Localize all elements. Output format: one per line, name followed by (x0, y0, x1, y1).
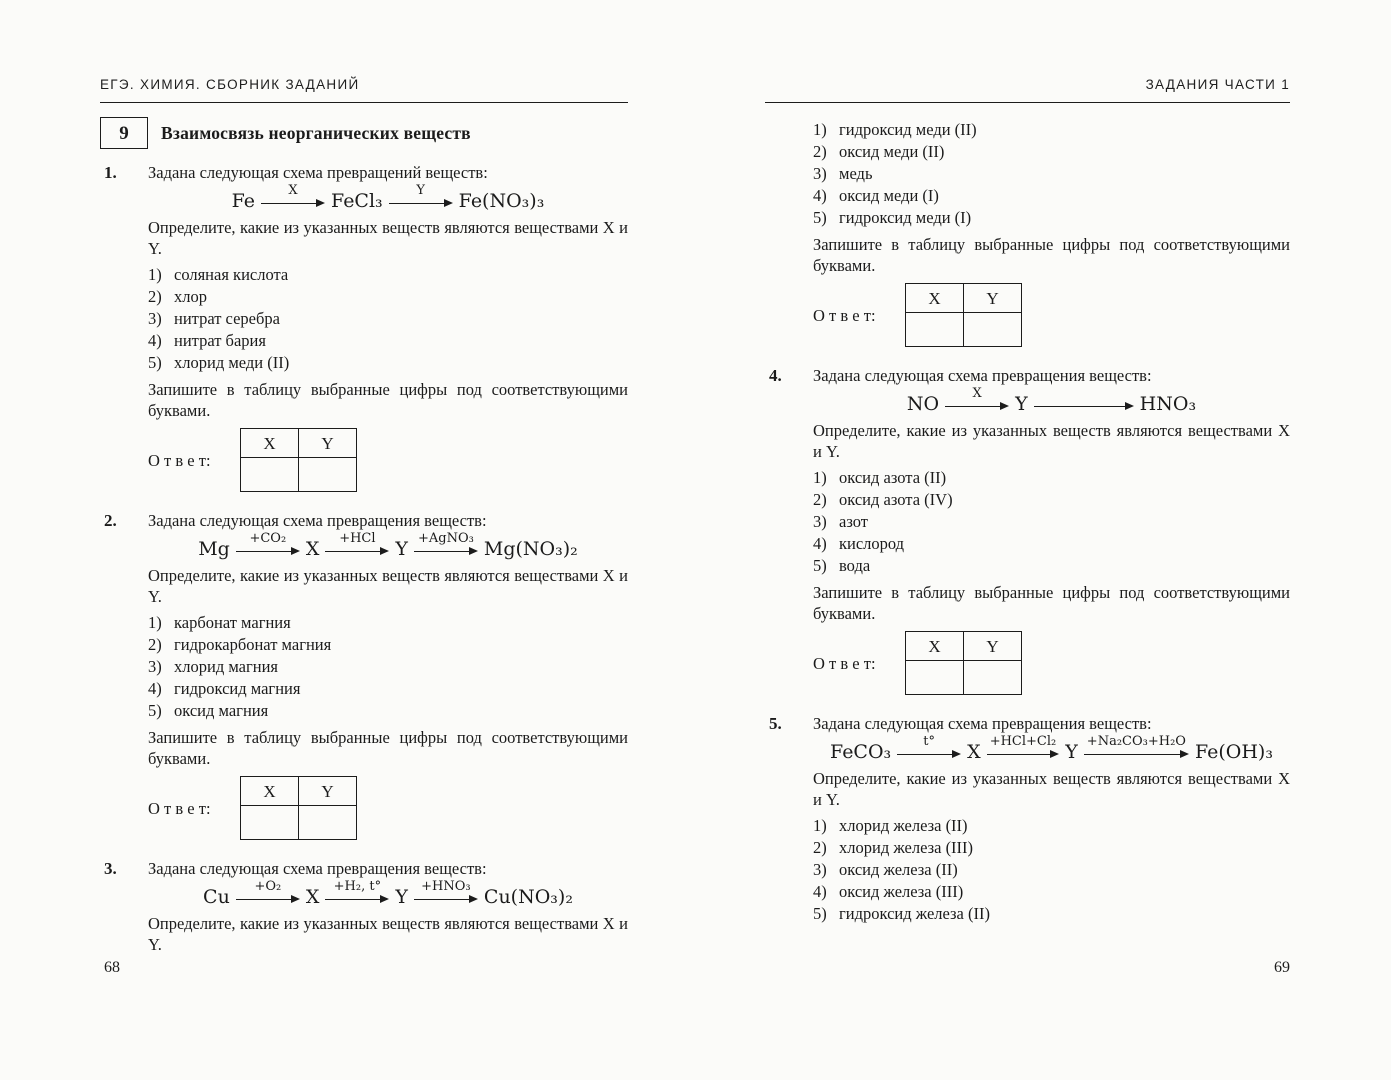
option-text: хлорид меди (II) (174, 353, 290, 372)
section-title: Взаимосвязь неорганических веществ (161, 122, 471, 143)
scheme-term: NO (906, 392, 940, 415)
arrow-label: +CO₂ (249, 531, 287, 546)
answer-label: О т в е т: (813, 653, 876, 673)
option-text: нитрат серебра (174, 309, 280, 328)
option-number: 3) (813, 860, 827, 879)
left-head-rule (100, 102, 628, 103)
reaction-arrow (325, 880, 389, 904)
task-2-intro: Задана следующая схема превращения веществ: (148, 511, 487, 530)
option-text: хлорид магния (174, 657, 279, 676)
scheme-term: X (967, 740, 981, 763)
arrow-label: +H₂, t° (333, 879, 382, 894)
option-text: хлорид железа (III) (839, 838, 974, 857)
left-running-head: ЕГЭ. ХИМИЯ. СБОРНИК ЗАДАНИЙ (100, 77, 360, 92)
option-number: 3) (148, 657, 162, 676)
scheme-term: Y (395, 537, 408, 560)
arrow-label: +HCl (339, 531, 376, 546)
option-number: 3) (813, 512, 827, 531)
option-text: оксид железа (III) (839, 882, 964, 901)
option (148, 352, 628, 373)
option-number: 1) (813, 816, 827, 835)
option-text: медь (839, 164, 873, 183)
option-number: 2) (813, 490, 827, 509)
option-text: гидроксид магния (174, 679, 301, 698)
right-running-head: ЗАДАНИЯ ЧАСТИ 1 (1145, 77, 1290, 92)
arrow-shaft-icon (325, 895, 389, 904)
option-text: оксид меди (II) (839, 142, 945, 161)
option-number: 1) (148, 265, 162, 284)
task-1-reaction-scheme (148, 183, 628, 213)
option-text: нитрат бария (174, 331, 266, 350)
arrow-shaft-icon (236, 895, 300, 904)
task-3-intro: Задана следующая схема превращения веществ: (148, 859, 487, 878)
section-header (100, 117, 628, 149)
option (148, 678, 628, 699)
answer-col-y: Y (299, 777, 357, 806)
answer-cell-y (299, 458, 357, 492)
scheme-term: Y (1065, 740, 1078, 763)
option (813, 837, 1290, 858)
option (813, 815, 1290, 836)
section-number-badge: 9 (100, 117, 148, 149)
scheme-term: Y (395, 885, 408, 908)
option (813, 185, 1290, 206)
left-page (100, 66, 628, 978)
task-2-options (148, 612, 628, 721)
answer-col-y: Y (964, 284, 1022, 313)
task-5-body (813, 713, 1290, 924)
answer-col-x: X (241, 777, 299, 806)
scheme-term: Mg (198, 537, 230, 560)
task-3-note: Запишите в таблицу выбранные цифры под соответствующими буквами. (813, 235, 1290, 275)
answer-col-x: X (906, 284, 964, 313)
scheme-term: FeCl₃ (331, 189, 383, 212)
option-number: 3) (813, 164, 827, 183)
reaction-arrow (414, 532, 478, 556)
reaction-arrow (389, 184, 453, 208)
task-4-intro: Задана следующая схема превращения веществ: (813, 366, 1152, 385)
option-text: кислород (839, 534, 905, 553)
option-text: гидрокарбонат магния (174, 635, 332, 654)
option-number: 4) (148, 331, 162, 350)
reaction-arrow (414, 880, 478, 904)
option-text: оксид меди (I) (839, 186, 939, 205)
option (813, 903, 1290, 924)
option-number: 5) (813, 208, 827, 227)
option-number: 2) (813, 838, 827, 857)
arrow-shaft-icon (1084, 750, 1189, 759)
option-text: оксид железа (II) (839, 860, 958, 879)
option-number: 2) (148, 287, 162, 306)
task-1-body (148, 162, 628, 492)
option-number: 1) (148, 613, 162, 632)
right-page (765, 66, 1290, 978)
scheme-term: Cu(NO₃)₂ (483, 885, 573, 908)
option-text: карбонат магния (174, 613, 291, 632)
option (148, 264, 628, 285)
task-5 (765, 713, 1290, 924)
scheme-term: Mg(NO₃)₂ (483, 537, 578, 560)
scheme-term: X (305, 885, 320, 908)
arrow-shaft-icon (414, 547, 478, 556)
option-text: оксид магния (174, 701, 269, 720)
arrow-label: t° (923, 734, 936, 749)
arrow-label: +Na₂CO₃+H₂O (1086, 734, 1186, 749)
option-number: 2) (813, 142, 827, 161)
task-3 (100, 858, 628, 955)
option-text: оксид азота (IV) (839, 490, 953, 509)
option (813, 207, 1290, 228)
option (148, 308, 628, 329)
task-5-intro: Задана следующая схема превращения веществ: (813, 714, 1152, 733)
task-3-body (148, 858, 628, 955)
task-2-number: 2. (104, 511, 117, 530)
right-page-number: 69 (1274, 959, 1290, 976)
task-2 (100, 510, 628, 840)
option-number: 3) (148, 309, 162, 328)
option-number: 1) (813, 468, 827, 487)
task-1-options (148, 264, 628, 373)
reaction-arrow (1034, 387, 1134, 411)
option (813, 555, 1290, 576)
answer-table (905, 631, 1022, 695)
task-1 (100, 162, 628, 492)
arrow-label: Y (416, 183, 425, 198)
answer-table (240, 428, 357, 492)
task-3-number: 3. (104, 859, 117, 878)
answer-cell-x (906, 661, 964, 695)
option (148, 634, 628, 655)
answer-cell-x (906, 313, 964, 347)
answer-label: О т в е т: (148, 798, 211, 818)
option (813, 511, 1290, 532)
task-3-continuation (813, 119, 1290, 347)
task-3-reaction-scheme (148, 879, 628, 909)
reaction-arrow (325, 532, 389, 556)
task-2-question: Определите, какие из указанных веществ являются веществами X и Y. (148, 566, 628, 606)
answer-col-x: X (906, 632, 964, 661)
option-number: 4) (813, 882, 827, 901)
task-4-question: Определите, какие из указанных веществ являются веществами X и Y. (813, 421, 1290, 461)
arrow-label: +O₂ (254, 879, 282, 894)
scheme-term: HNO₃ (1139, 392, 1197, 415)
option-text: оксид азота (II) (839, 468, 947, 487)
task-3-answer-block (813, 283, 1290, 347)
option (813, 467, 1290, 488)
answer-cell-x (241, 458, 299, 492)
reaction-arrow (236, 532, 300, 556)
task-1-note: Запишите в таблицу выбранные цифры под соответствующими буквами. (148, 380, 628, 420)
arrow-label: X (972, 386, 982, 401)
option-text: хлор (174, 287, 207, 306)
left-page-number: 68 (104, 959, 120, 976)
arrow-shaft-icon (261, 199, 325, 208)
answer-label: О т в е т: (813, 305, 876, 325)
task-4-number: 4. (769, 366, 782, 385)
option (148, 656, 628, 677)
option (148, 286, 628, 307)
option (813, 163, 1290, 184)
option-number: 5) (148, 353, 162, 372)
arrow-shaft-icon (987, 750, 1060, 759)
option-text: гидроксид меди (I) (839, 208, 972, 227)
arrow-shaft-icon (1034, 402, 1134, 411)
task-1-question: Определите, какие из указанных веществ являются веществами X и Y. (148, 218, 628, 258)
task-4-body (813, 365, 1290, 695)
task-2-answer-block (148, 776, 628, 840)
arrow-shaft-icon (945, 402, 1009, 411)
option-number: 5) (813, 904, 827, 923)
task-4-options (813, 467, 1290, 576)
right-head-rule (765, 102, 1290, 103)
option (813, 141, 1290, 162)
reaction-arrow (261, 184, 325, 208)
reaction-arrow (945, 387, 1009, 411)
answer-col-y: Y (299, 429, 357, 458)
option-text: азот (839, 512, 868, 531)
task-1-answer-block (148, 428, 628, 492)
option (813, 489, 1290, 510)
task-2-reaction-scheme (148, 531, 628, 561)
option-number: 1) (813, 120, 827, 139)
option (148, 700, 628, 721)
arrow-shaft-icon (389, 199, 453, 208)
task-5-number: 5. (769, 714, 782, 733)
task-2-note: Запишите в таблицу выбранные цифры под соответствующими буквами. (148, 728, 628, 768)
task-1-intro: Задана следующая схема превращений веществ: (148, 163, 488, 182)
scheme-term: Fe(NO₃)₃ (458, 189, 545, 212)
option-number: 4) (813, 534, 827, 553)
option (813, 859, 1290, 880)
scheme-term: X (305, 537, 320, 560)
option (813, 533, 1290, 554)
task-4-note: Запишите в таблицу выбранные цифры под соответствующими буквами. (813, 583, 1290, 623)
answer-cell-y (299, 806, 357, 840)
arrow-shaft-icon (897, 750, 961, 759)
scheme-term: FeCO₃ (830, 740, 892, 763)
arrow-label: X (288, 183, 298, 198)
reaction-arrow (1084, 735, 1189, 759)
arrow-shaft-icon (325, 547, 389, 556)
answer-table (240, 776, 357, 840)
answer-cell-y (964, 661, 1022, 695)
arrow-shaft-icon (414, 895, 478, 904)
option (148, 330, 628, 351)
option-number: 2) (148, 635, 162, 654)
task-4-reaction-scheme (813, 386, 1290, 416)
scheme-term: Cu (203, 885, 230, 908)
answer-cell-x (241, 806, 299, 840)
reaction-arrow (897, 735, 961, 759)
task-4-answer-block (813, 631, 1290, 695)
task-5-question: Определите, какие из указанных веществ являются веществами X и Y. (813, 769, 1290, 809)
reaction-arrow (236, 880, 300, 904)
option-text: соляная кислота (174, 265, 289, 284)
option-text: гидроксид меди (II) (839, 120, 977, 139)
task-3-question: Определите, какие из указанных веществ являются веществами X и Y. (148, 914, 628, 954)
scheme-term: Fe(OH)₃ (1194, 740, 1273, 763)
task-5-reaction-scheme (813, 734, 1290, 764)
task-3-options (813, 119, 1290, 228)
option-number: 4) (813, 186, 827, 205)
answer-col-y: Y (964, 632, 1022, 661)
option-text: хлорид железа (II) (839, 816, 968, 835)
option-text: вода (839, 556, 871, 575)
task-1-number: 1. (104, 163, 117, 182)
arrow-label: +AgNO₃ (417, 531, 474, 546)
answer-table (905, 283, 1022, 347)
option-number: 5) (813, 556, 827, 575)
reaction-arrow (987, 735, 1060, 759)
task-4 (765, 365, 1290, 695)
option-number: 4) (148, 679, 162, 698)
option (813, 119, 1290, 140)
arrow-label: +HCl+Cl₂ (989, 734, 1057, 749)
answer-col-x: X (241, 429, 299, 458)
option (813, 881, 1290, 902)
answer-cell-y (964, 313, 1022, 347)
option (148, 612, 628, 633)
arrow-shaft-icon (236, 547, 300, 556)
task-5-options (813, 815, 1290, 924)
answer-label: О т в е т: (148, 450, 211, 470)
arrow-label (1081, 387, 1087, 402)
scheme-term: Y (1015, 392, 1028, 415)
arrow-label: +HNO₃ (421, 879, 471, 894)
task-2-body (148, 510, 628, 840)
scheme-term: Fe (231, 189, 256, 212)
option-number: 5) (148, 701, 162, 720)
option-text: гидроксид железа (II) (839, 904, 990, 923)
